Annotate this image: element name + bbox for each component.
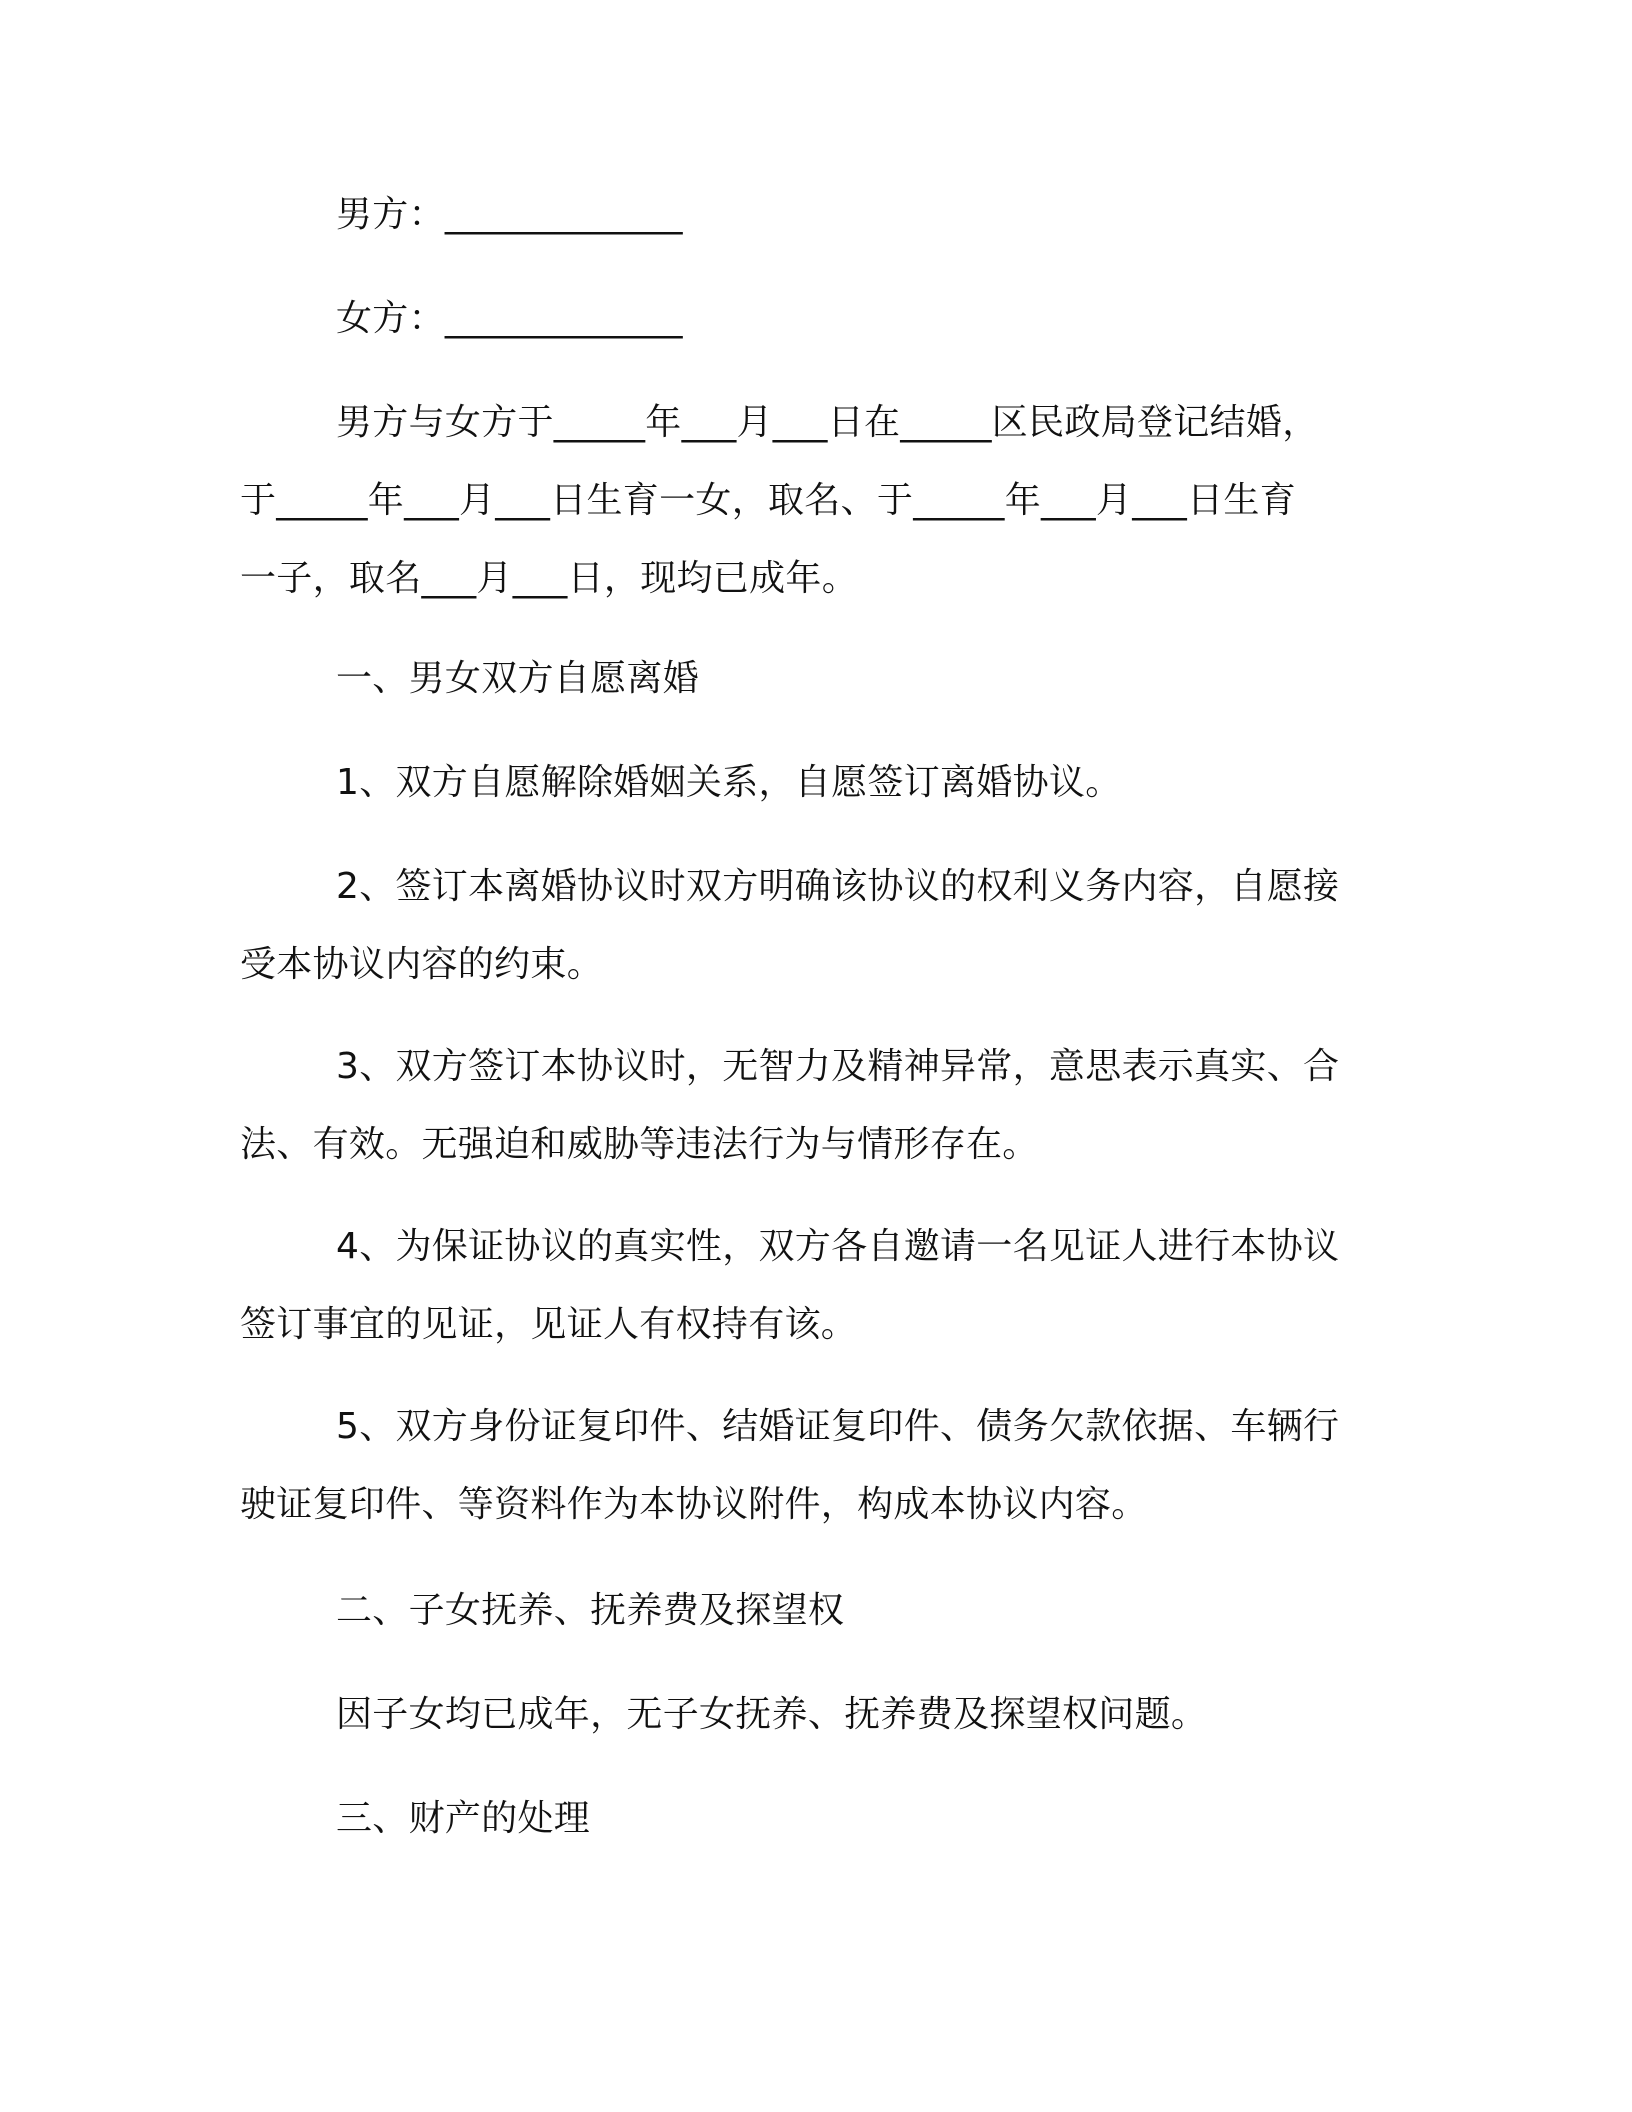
female-party-field: 女方：_____________ bbox=[336, 298, 683, 339]
clause-line: 5、双方身份证复印件、结婚证复印件、债务欠款依据、车辆行 bbox=[336, 1406, 1340, 1447]
clause-line: 驶证复印件、等资料作为本协议附件，构成本协议内容。 bbox=[240, 1484, 1148, 1525]
clause-line: 受本协议内容的约束。 bbox=[240, 944, 604, 985]
clause-line: 签订事宜的见证，见证人有权持有该。 bbox=[240, 1304, 858, 1345]
section-2-heading: 二、子女抚养、抚养费及探望权 bbox=[336, 1590, 845, 1631]
clause-1: 1、双方自愿解除婚姻关系，自愿签订离婚协议。 bbox=[336, 762, 1122, 803]
clause-line: 法、有效。无强迫和威胁等违法行为与情形存在。 bbox=[240, 1124, 1039, 1165]
clause-line: 3、双方签订本协议时，无智力及精神异常，意思表示真实、合 bbox=[336, 1046, 1340, 1087]
section-3-heading: 三、财产的处理 bbox=[336, 1798, 591, 1839]
section-1-heading: 一、男女双方自愿离婚 bbox=[336, 658, 700, 699]
intro-line: 一子，取名___月___日，现均已成年。 bbox=[240, 558, 858, 599]
section-2-body: 因子女均已成年，无子女抚养、抚养费及探望权问题。 bbox=[336, 1694, 1208, 1735]
clause-5 bbox=[240, 1388, 1360, 1544]
clause-line: 2、签订本离婚协议时双方明确该协议的权利义务内容，自愿接 bbox=[336, 866, 1340, 907]
intro-paragraph bbox=[240, 384, 1360, 618]
clause-line: 4、为保证协议的真实性，双方各自邀请一名见证人进行本协议 bbox=[336, 1226, 1340, 1267]
clause-2 bbox=[240, 848, 1360, 1004]
intro-line: 于_____年___月___日生育一女，取名、于_____年___月___日生育 bbox=[240, 480, 1296, 521]
male-party-field: 男方：_____________ bbox=[336, 194, 683, 235]
clause-3 bbox=[240, 1028, 1360, 1184]
clause-4 bbox=[240, 1208, 1360, 1364]
intro-line: 男方与女方于_____年___月___日在_____区民政局登记结婚， bbox=[336, 402, 1319, 443]
